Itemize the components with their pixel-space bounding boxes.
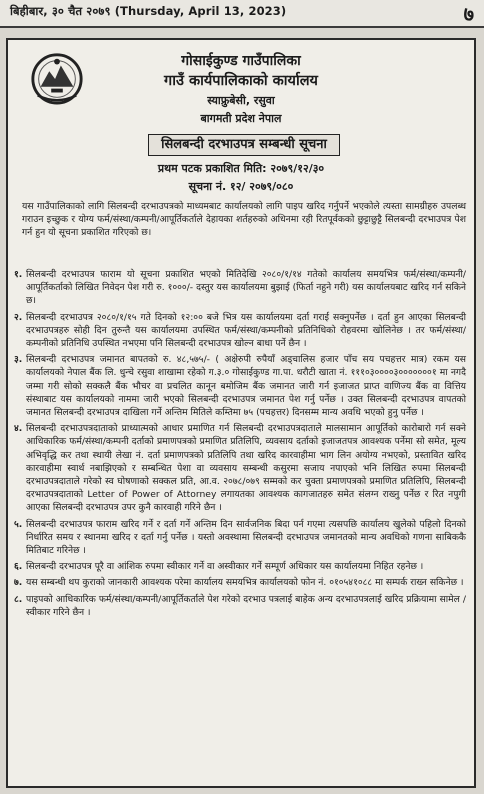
condition-text: सिलबन्दी दरभाउपत्र २०८०/१/१५ गते दिनको १२:०० बजे भित्र यस कार्यालयमा दर्ता गराई सक्नुपर्नेछ । दर्ता हुन आएका सिलबन्दी दरभाउपत्रहरु सोही दिन तुरुन्तै यस कार्यालयमा उपस्थित फर्म/संस्था/कम्पनीको प्रतिनिधिको रोहवरमा खोलिनेछ । तर फर्म/संस्था/कम्पनीको प्रतिनिधि उपस्थित नभएमा पनि सिलबन्दी दरभाउपत्र खोल्न बाधा पर्ने छैन ।	[26, 311, 466, 350]
newspaper-date: बिहीबार, ३० चैत २०७९ (Thursday, April 13, 2023)	[10, 4, 287, 18]
condition-text: पाइपको आधिकारिक फर्म/संस्था/कम्पनी/आपूर्तिकर्ताले पेश गरेको दरभाउ पत्रलाई बाहेक अन्य दरभाउपत्रलाई खरिद प्रक्रियामा सामेल / स्वीकार गरिने छैन ।	[26, 593, 466, 618]
condition-item	[14, 593, 466, 619]
condition-item	[14, 422, 466, 514]
condition-item	[14, 268, 466, 308]
newspaper-header	[0, 0, 484, 28]
condition-text: सिलबन्दी दरभाउपत्र जमानत बापतको रु. ४८,५७५/- ( अक्षेरुपी रुपैयाँ अड्चालिस हजार पाँच सय पचहत्तर मात्र) रकम यस कार्यालयको नेपाल बैंक लि. धुन्चे रसुवा शाखामा रहेको ग.३.० गोसाईकुण्ड गा.पा. धरौटी खाता नं. १११०३००००३०००००००१ मा नगदै जम्मा गरी सोको सक्कलै बैंक भौचर वा प्रचलित कानून बमोजिम बैंक जमानत जारी गर्न इजाजत प्राप्त वाणिज्य बैंक वा वित्तिय संस्थाबाट यस कार्यालयको नाममा जारी भएको सिलबन्दी दरभाउपत्र जमानत पेश गर्नु पर्नेछ । उक्त सिलबन्दी दरभाउपत्र वापतको जमानत सिलबन्दी दरभाउपत्र दाखिला गर्ने अन्तिम मितिले कम्तिमा ७५ (पचहत्तर) दिनसम्म मान्य अवधि भएको हुनु पर्नेछ ।	[26, 354, 466, 419]
condition-number: ३.	[14, 354, 23, 366]
condition-item	[14, 311, 466, 351]
condition-text: सिलबन्दी दरभाउपत्र फाराम खरिद गर्ने र दर्ता गर्ने अन्तिम दिन सार्वजनिक बिदा पर्न गएमा त्यसपछि कार्यालय खुलेको पहिलो दिनको निर्धारित समय र स्थानमा खरिद र दर्ता गर्नु पर्नेछ । यस्तो अवस्थामा सिलबन्दी दरभाउपत्र जमानतको मान्य अवधिको गणना साबिककै मितिबाट गरिनेछ ।	[26, 518, 466, 557]
condition-number: १.	[14, 269, 23, 280]
page-number: ७	[463, 2, 474, 26]
condition-text: सिलबन्दी दरभाउपत्र फाराम यो सूचना प्रकाशित भएको मितिदेखि २०८०/१/१४ गतेको कार्यालय समयभित्र फर्म/संस्था/कम्पनी/आपूर्तिकर्ताको लिखित निवेदन पेश गरी रु. १०००/- दस्तुर यस कार्यालयमा बुझाई (फिर्ता नहुने गरी) यस कार्यालयबाट खरिद गर्न सकिने छ।	[26, 269, 466, 307]
condition-number: ५.	[14, 518, 23, 530]
condition-number: ७.	[14, 577, 23, 589]
condition-item	[14, 353, 466, 419]
condition-number: ६.	[14, 561, 23, 573]
condition-text: सिलबन्दी दरभाउपत्र पूरै वा आंशिक रुपमा स्वीकार गर्ने वा अस्वीकार गर्ने सम्पूर्ण अधिकार यस कार्यालयमा निहित रहनेछ ।	[26, 561, 424, 573]
office-address-line2: बागमती प्रदेश नेपाल	[200, 112, 282, 125]
notice-intro: यस गाउँपालिकाको लागि सिलबन्दी दरभाउपत्रको माध्यमबाट कार्यालयको लागि पाइप खरिद गर्नुपर्ने भएकोले त्यस्ता सामग्रीहरु उपलब्ध गराउन इच्छुक र योग्य फर्म/संस्था/कम्पनी/आपूर्तिकर्ताले देहायका शर्तहरुको अधिनमा रही रितपूर्वकको छुट्टाछुट्टै सिलबन्दी दरभाउपत्र पेश गर्न हुन यो सूचना प्रकाशित गरिएको छ।	[22, 201, 466, 239]
condition-number: २.	[14, 311, 23, 323]
condition-text: यस सम्बन्धी थप कुराको जानकारी आवश्यक परेमा कार्यालय समयभित्र कार्यालयको फोन नं. ०१०५४१०८८ मा सम्पर्क राख्न सकिनेछ ।	[26, 577, 464, 589]
condition-item	[14, 576, 466, 589]
condition-item	[14, 518, 466, 558]
condition-text: सिलबन्दी दरभाउपत्रदाताको प्राध्यात्मको आधार प्रमाणित गर्न सिलबन्दी दरभाउपत्रदाताले मालसामान आपूर्तिको कारोबारो गर्न सक्ने आधिकारिक फर्म/संस्था/कम्पनी दर्ताको प्रमाणपत्रको प्रमाणित प्रतिलिपि, व्यवसाय दर्ताको इजाजतपत्र आवश्यक पर्नेमा सो समेत, मूल्य अभिवृद्धि कर तथा स्थायी लेखा नं. दर्ता प्रमाणपत्रको प्रतिलिपि तथा खरिद कारवाहीमा भाग लिन अयोग्य नभएको, प्रस्तावित खरिद कारवाहीमा स्वार्थ नबाझिएको र सम्बन्धित पेशा वा व्यवसाय सम्बन्धी कसुरमा सजाय नपाएको भनि लिखित रुपमा सिलबन्दी दरभाउपत्रदाताले गरेको स्व घोषणाको सक्कल प्रति, आ.व. २०७८/०७९ सम्मको कर चुक्ता प्रमाणपत्रको प्रमाणित प्रतिलिपि, सिलबन्दी दरभाउपत्रदाताको Letter of Power of Attorney लगायतका आवश्यक कागजातहरु समेत संलग्न राख्नु पर्नेछ र रित नपुगी आएका सिलबन्दी दरभाउपत्र उपर कुनै कारवाही गरिने छैन ।	[26, 423, 466, 514]
conditions-list	[14, 268, 466, 622]
condition-item	[14, 560, 466, 573]
condition-number: ४.	[14, 423, 23, 435]
office-name-line1: गोसाईकुण्ड गाउँपालिका	[181, 53, 301, 69]
condition-number: ८.	[14, 593, 23, 605]
published-date: प्रथम पटक प्रकाशित मिति: २०७९/१२/३०	[157, 162, 325, 175]
office-address-line1: स्याफ्रुबेसी, रसुवा	[207, 94, 275, 107]
office-name-line2: गाउँ कार्यपालिकाको कार्यालय	[164, 73, 318, 89]
notice-title: सिलबन्दी दरभाउपत्र सम्बन्धी सूचना	[148, 134, 340, 156]
tender-notice	[6, 38, 476, 788]
notice-number: सूचना नं. १२/ २०७९/०८०	[188, 180, 294, 193]
